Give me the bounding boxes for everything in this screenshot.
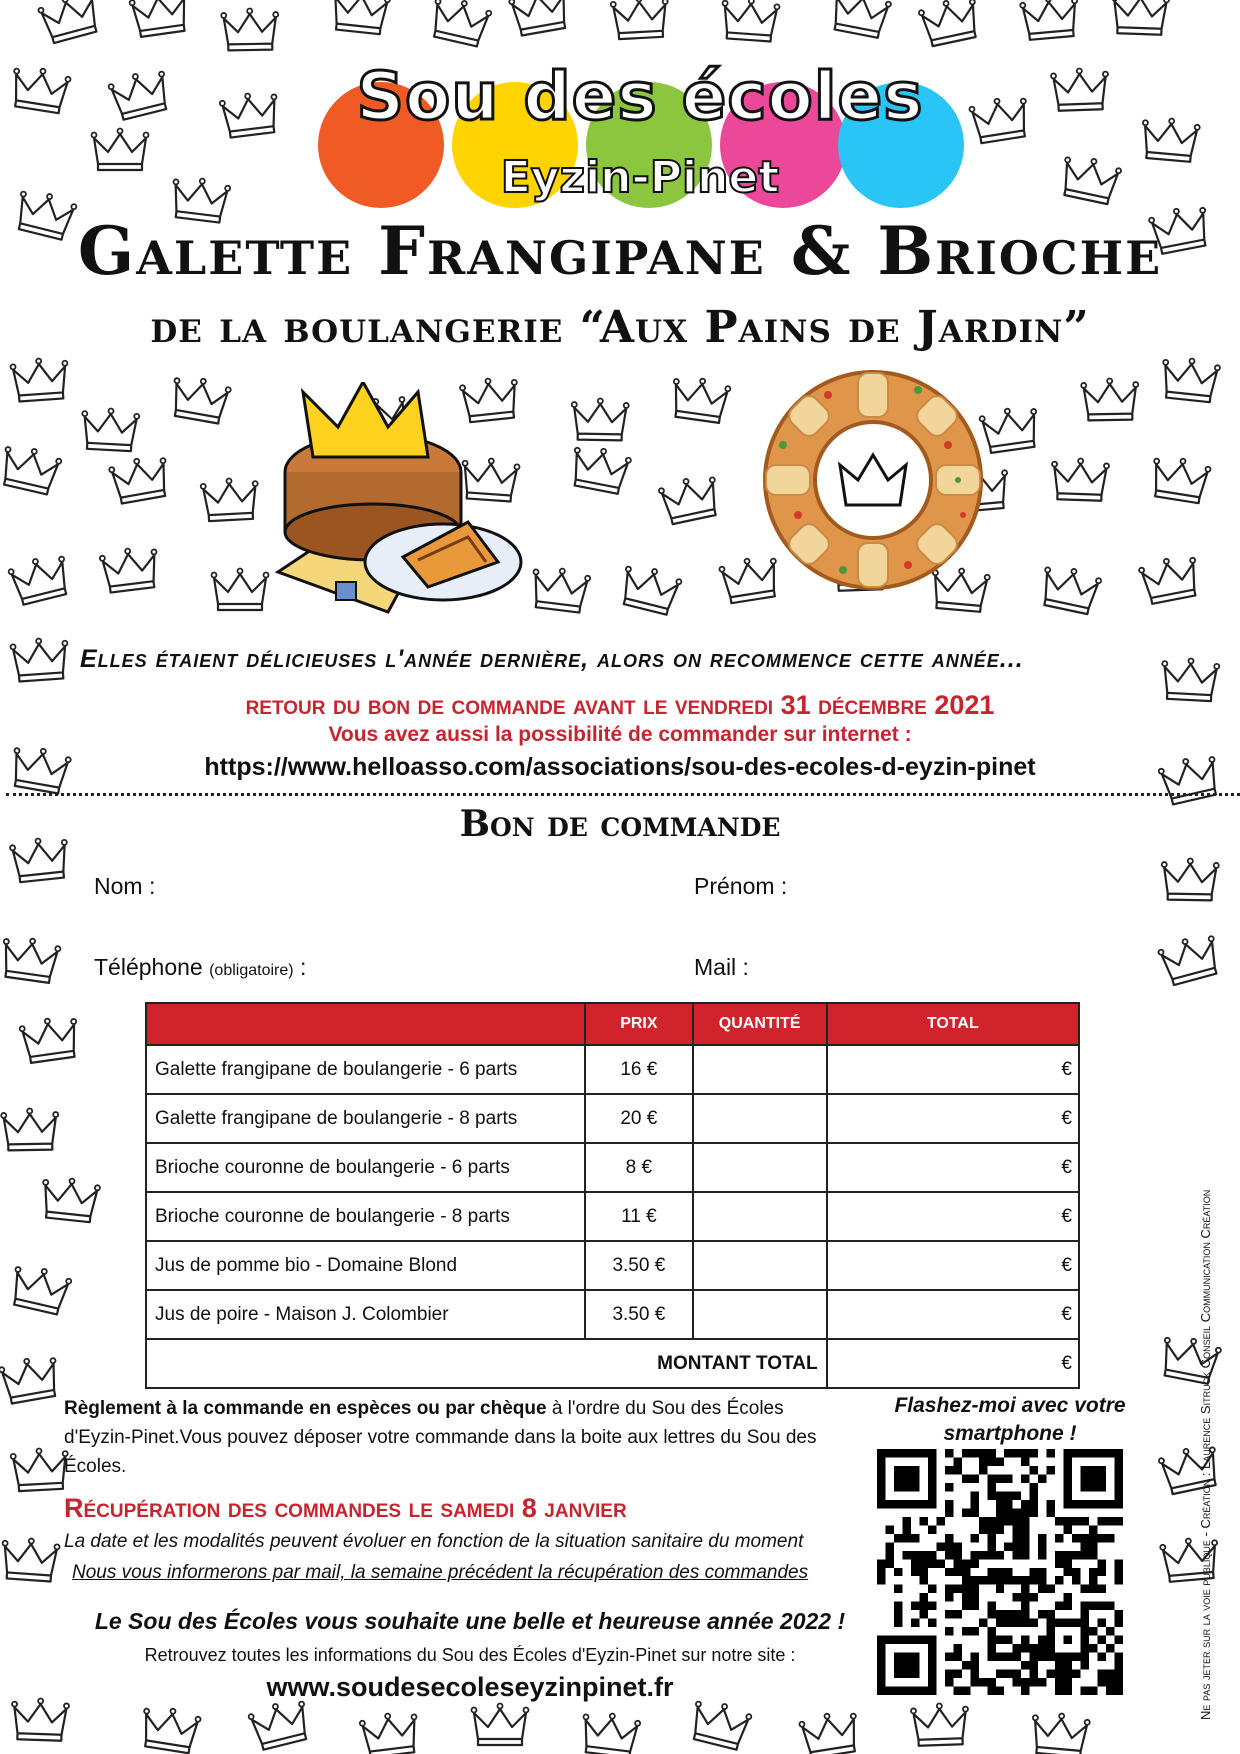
table-row bbox=[146, 1290, 1079, 1339]
crown-doodle-icon bbox=[139, 1704, 202, 1754]
pickup-date: Récupération des commandes le samedi 8 janvier bbox=[64, 1493, 627, 1523]
headline-subtitle: de la boulangerie “Aux Pains de Jardin” bbox=[150, 302, 1090, 353]
logo-title: Sou des écoles bbox=[356, 58, 924, 135]
crown-doodle-icon bbox=[37, 0, 103, 45]
crown-doodle-icon bbox=[10, 357, 70, 402]
product-price: 3.50 € bbox=[585, 1241, 693, 1290]
tagline: Elles étaient délicieuses l'année dernière, alors on recommence cette année... bbox=[80, 645, 1024, 673]
crown-doodle-icon bbox=[40, 1176, 101, 1223]
quantity-cell[interactable] bbox=[693, 1143, 827, 1192]
quantity-cell[interactable] bbox=[693, 1045, 827, 1094]
qr-code[interactable] bbox=[877, 1449, 1123, 1695]
qr-caption: Flashez-moi avec votre smartphone ! bbox=[894, 1394, 1126, 1445]
nom-field[interactable]: Nom : bbox=[94, 873, 156, 899]
crown-doodle-icon bbox=[428, 0, 493, 48]
product-price: 16 € bbox=[585, 1045, 693, 1094]
payment-note bbox=[64, 1394, 844, 1481]
product-price: 3.50 € bbox=[585, 1290, 693, 1339]
crown-doodle-icon bbox=[918, 0, 982, 47]
crown-doodle-icon bbox=[99, 545, 161, 593]
product-name: Galette frangipane de boulangerie - 6 parts bbox=[146, 1045, 585, 1094]
internet-order-note: Vous avez aussi la possibilité de commander sur internet : bbox=[328, 723, 912, 746]
crown-doodle-icon bbox=[212, 569, 269, 611]
cut-line bbox=[6, 793, 1240, 796]
crown-doodle-icon bbox=[1058, 153, 1122, 205]
website-intro: Retrouvez toutes les informations du Sou des Écoles d'Eyzin-Pinet sur notre site : bbox=[144, 1645, 796, 1665]
grand-total-cell[interactable]: € bbox=[827, 1339, 1079, 1388]
payment-note-rest: à l'ordre du Sou des Écoles d'Eyzin-Pinet.Vous pouvez déposer votre commande dans la boite aux lettres du Sou des Écoles. bbox=[64, 1398, 817, 1477]
crown-doodle-icon bbox=[1081, 378, 1139, 420]
product-name: Brioche couronne de boulangerie - 6 parts bbox=[146, 1143, 585, 1192]
website-link[interactable]: www.soudesecoleseyzinpinet.fr bbox=[266, 1672, 674, 1702]
crown-doodle-icon bbox=[9, 64, 72, 114]
payment-note-bold: Règlement à la commande en espèces ou par chèque bbox=[64, 1398, 547, 1419]
crown-doodle-icon bbox=[1161, 858, 1219, 900]
galette-illustration bbox=[268, 382, 558, 622]
quantity-cell[interactable] bbox=[693, 1094, 827, 1143]
brioche-illustration bbox=[758, 365, 988, 595]
crown-doodle-icon bbox=[221, 8, 279, 50]
header-total: TOTAL bbox=[827, 1003, 1079, 1045]
crown-doodle-icon bbox=[472, 1704, 529, 1746]
quantity-cell[interactable] bbox=[693, 1290, 827, 1339]
table-row bbox=[146, 1045, 1079, 1094]
total-cell[interactable]: € bbox=[827, 1192, 1079, 1241]
crown-doodle-icon bbox=[92, 129, 149, 171]
product-name: Jus de poire - Maison J. Colombier bbox=[146, 1290, 585, 1339]
logo-subtitle: Eyzin-Pinet bbox=[500, 152, 780, 203]
crown-doodle-icon bbox=[1, 1108, 59, 1150]
crown-doodle-icon bbox=[11, 1698, 69, 1741]
mail-field[interactable]: Mail : bbox=[694, 954, 749, 980]
new-year-wish: Le Sou des Écoles vous souhaite une belle et heureuse année 2022 ! bbox=[94, 1608, 846, 1634]
crown-doodle-icon bbox=[579, 1710, 641, 1754]
helloasso-link[interactable]: https://www.helloasso.com/associations/sou-des-ecoles-d-eyzin-pinet bbox=[204, 753, 1036, 781]
crown-doodle-icon bbox=[1149, 454, 1212, 504]
credit-vertical: Ne pas jeter sur la voie publique - Création : Laurence Sitruck Conseil Communication Création bbox=[1198, 1189, 1213, 1720]
table-header-row bbox=[146, 1003, 1079, 1045]
crown-doodle-icon bbox=[0, 935, 61, 984]
crown-doodle-icon bbox=[359, 1710, 421, 1754]
header-price: PRIX bbox=[585, 1003, 693, 1045]
total-cell[interactable]: € bbox=[827, 1241, 1079, 1290]
sou-des-ecoles-logo bbox=[300, 52, 980, 212]
crown-doodle-icon bbox=[828, 0, 892, 39]
crown-doodle-icon bbox=[330, 0, 391, 35]
crown-doodle-icon bbox=[168, 374, 231, 425]
crown-doodle-icon bbox=[1157, 932, 1223, 987]
product-name: Jus de pomme bio - Domaine Blond bbox=[146, 1241, 585, 1290]
crown-doodle-icon bbox=[247, 1697, 312, 1751]
quantity-cell[interactable] bbox=[693, 1192, 827, 1241]
crown-doodle-icon bbox=[129, 0, 191, 38]
crown-doodle-icon bbox=[1020, 0, 1080, 40]
order-deadline: retour du bon de commande avant le vendredi 31 décembre 2021 bbox=[245, 690, 995, 720]
crown-doodle-icon bbox=[0, 1537, 60, 1582]
crown-doodle-icon bbox=[911, 1703, 969, 1746]
prenom-field[interactable]: Prénom : bbox=[694, 873, 788, 899]
crown-doodle-icon bbox=[1051, 458, 1109, 501]
headline-title: Galette Frangipane & Brioche bbox=[77, 212, 1163, 290]
crown-doodle-icon bbox=[1030, 1711, 1090, 1754]
total-cell[interactable]: € bbox=[827, 1143, 1079, 1192]
crown-doodle-icon bbox=[720, 0, 780, 42]
crown-doodle-icon bbox=[508, 0, 571, 37]
telephone-field[interactable] bbox=[94, 954, 306, 981]
product-price: 8 € bbox=[585, 1143, 693, 1192]
crown-doodle-icon bbox=[688, 1697, 753, 1751]
crown-doodle-icon bbox=[0, 443, 63, 496]
crown-doodle-icon bbox=[200, 477, 259, 521]
crown-doodle-icon bbox=[568, 443, 632, 495]
crown-doodle-icon bbox=[10, 1447, 69, 1491]
crown-doodle-icon bbox=[979, 405, 1041, 454]
crown-doodle-icon bbox=[571, 398, 629, 440]
telephone-label: Téléphone bbox=[94, 954, 203, 980]
total-cell[interactable]: € bbox=[827, 1045, 1079, 1094]
quantity-cell[interactable] bbox=[693, 1241, 827, 1290]
crown-doodle-icon bbox=[1160, 356, 1221, 403]
total-cell[interactable]: € bbox=[827, 1290, 1079, 1339]
crown-doodle-icon bbox=[669, 375, 731, 424]
crown-doodle-icon bbox=[219, 90, 281, 138]
table-row bbox=[146, 1241, 1079, 1290]
header-quantity: QUANTITÉ bbox=[693, 1003, 827, 1045]
crown-doodle-icon bbox=[1051, 68, 1109, 111]
crown-doodle-icon bbox=[798, 1709, 861, 1754]
sanitary-note: La date et les modalités peuvent évoluer en fonction de la situation sanitaire du moment bbox=[64, 1531, 804, 1552]
header-product bbox=[146, 1003, 585, 1045]
crown-doodle-icon bbox=[8, 1263, 73, 1316]
crown-doodle-icon bbox=[1038, 563, 1102, 615]
crown-doodle-icon bbox=[80, 407, 139, 451]
crown-doodle-icon bbox=[108, 454, 171, 505]
table-row bbox=[146, 1143, 1079, 1192]
telephone-required-note: (obligatoire) bbox=[209, 962, 294, 979]
crown-doodle-icon bbox=[0, 1354, 62, 1405]
order-table bbox=[145, 1002, 1080, 1389]
crown-doodle-icon bbox=[610, 0, 669, 39]
table-row bbox=[146, 1192, 1079, 1241]
crown-doodle-icon bbox=[618, 562, 683, 616]
crown-doodle-icon bbox=[1138, 553, 1202, 605]
telephone-colon: : bbox=[293, 954, 307, 980]
total-row bbox=[146, 1339, 1079, 1388]
crown-doodle-icon bbox=[1140, 116, 1200, 162]
crown-doodle-icon bbox=[10, 637, 70, 682]
crown-doodle-icon bbox=[1111, 0, 1169, 35]
product-name: Galette frangipane de boulangerie - 8 parts bbox=[146, 1094, 585, 1143]
table-row bbox=[146, 1094, 1079, 1143]
order-form-title: Bon de commande bbox=[459, 803, 781, 845]
crown-doodle-icon bbox=[107, 67, 172, 121]
product-name: Brioche couronne de boulangerie - 8 parts bbox=[146, 1192, 585, 1241]
crown-doodle-icon bbox=[19, 1015, 81, 1064]
product-price: 11 € bbox=[585, 1192, 693, 1241]
crown-doodle-icon bbox=[7, 552, 72, 606]
product-price: 20 € bbox=[585, 1094, 693, 1143]
total-cell[interactable]: € bbox=[827, 1094, 1079, 1143]
crown-doodle-icon bbox=[658, 473, 722, 525]
email-info-note: Nous vous informerons par mail, la semaine précédent la récupération des commandes bbox=[72, 1562, 809, 1583]
total-label: MONTANT TOTAL bbox=[146, 1339, 827, 1388]
